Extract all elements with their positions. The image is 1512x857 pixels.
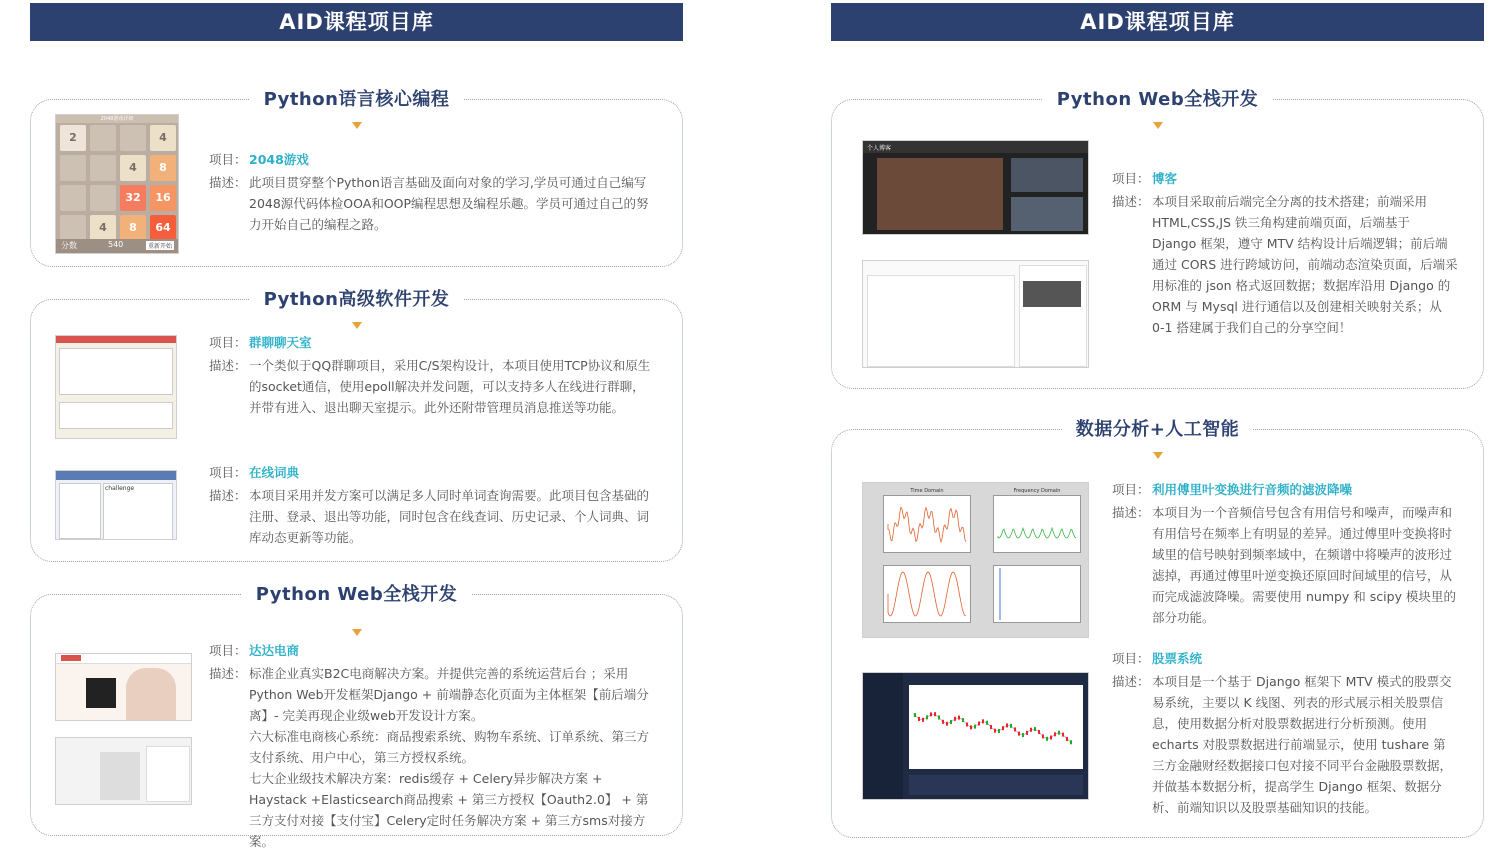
game-tile: 2	[60, 125, 86, 151]
project-desc-3: 七大企业级技术解决方案：redis缓存 + Celery异步解决方案 + Haystack +Elasticsearch商品搜索 + 第三方授权【Oauth2.0】 + 第三方支付对接【支付宝】Celery定时任务解决方案 + 第三方sms对接方案。	[249, 771, 649, 849]
ecommerce-screenshot-1	[55, 653, 192, 721]
card-title: Python Web全栈开发	[242, 584, 471, 605]
card-python-web-right	[831, 89, 1484, 389]
project-desc: 本项目采用并发方案可以满足多人同时单词查询需要。此项目包含基础的注册、登录、退出等功能，同时包含在线查词、历史记录、个人词典、词库动态更新等功能。	[249, 488, 650, 545]
game-tile	[60, 215, 86, 241]
arrow-icon	[352, 629, 362, 636]
stock-screenshot	[862, 672, 1089, 800]
signal-screenshot: Time Domain Frequency Domain	[862, 482, 1089, 638]
project-dictionary: 项目： 在线词典 描述： 本项目采用并发方案可以满足多人同时单词查询需要。此项目包含基础的注册、登录、退出等功能，同时包含在线查词、历史记录、个人词典、词库动态更新等功能。	[209, 462, 655, 548]
project-desc-1: 标准企业真实B2C电商解决方案。并提供完善的系统运营后台 ；采用Python Web开发框架Django + 前端静态化页面为主体框架【前后端分离】- 完美再现企业级web开发设计方案。	[249, 666, 649, 723]
project-ecommerce: 项目： 达达电商 描述： 标准企业真实B2C电商解决方案。并提供完善的系统运营后台 ；采用Python Web开发框架Django + 前端静态化页面为主体框架【前后端分离】- 完美再现企业级web开发设计方案。 六大标准电商核心系统：商品搜索系统、购物车系统、订单系统、第三方支付系统、用户中心，第三方授权系统。 七大企业级技术解决方案：redis缓存 + Celery异步解决方案 + Haystack +Elasticsearch商品搜索 + 第三方授权【Oauth2.0】 + 第三方支付对接【支付宝】Celery定时任务解决方案 + 第三方sms对接方案。	[209, 640, 655, 852]
time-domain-plot	[884, 496, 970, 552]
project-2048: 项目： 2048游戏 描述： 此项目贯穿整个Python语言基础及面向对象的学习,学员可通过自己编写2048源代码体检OOA和OOP编程思想及编程乐趣。学员可通过自己的努力开始自己的编程之路。	[209, 149, 655, 235]
card-data-ai	[831, 419, 1484, 838]
project-desc: 本项目为一个音频信号包含有用信号和噪声，而噪声和有用信号在频率上有明显的差异。通过傅里叶变换将时域里的信号映射到频率域中，在频谱中将噪声的波形过滤掉，再通过傅里叶逆变换还原回时间域里的信号，从而完成滤波降噪。需要使用 numpy 和 scipy 模块里的部分功能。	[1152, 505, 1456, 625]
project-name: 在线词典	[249, 465, 300, 480]
right-banner: AID课程项目库	[831, 3, 1484, 41]
project-desc: 本项目采取前后端完全分离的技术搭建；前端采用 HTML,CSS,JS 铁三角构建前端页面，后端基于 Django 框架，遵守 MTV 结构设计后端逻辑；前后端通过 CORS 进行跨域访问，前端动态渲染页面，后端采用标准的 json 格式返回数据；数据库沿用 Django 的 ORM 与 Mysql 进行通信以及创建相关映射关系；从 0-1 搭建属于我们自己的分享空间！	[1152, 194, 1458, 335]
game-tile	[60, 155, 86, 181]
project-desc: 一个类似于QQ群聊项目，采用C/S架构设计，本项目使用TCP协议和原生的socket通信，使用epoll解决并发问题，可以支持多人在线进行群聊，并带有进入、退出聊天室提示。此外还附带管理员消息推送等功能。	[249, 358, 651, 415]
game-tile: 4	[150, 125, 176, 151]
project-desc: 此项目贯穿整个Python语言基础及面向对象的学习,学员可通过自己编写2048源代码体检OOA和OOP编程思想及编程乐趣。学员可通过自己的努力开始自己的编程之路。	[249, 175, 649, 232]
project-name: 股票系统	[1152, 651, 1203, 666]
card-title: 数据分析+人工智能	[1062, 419, 1254, 440]
project-desc-2: 六大标准电商核心系统：商品搜索系统、购物车系统、订单系统、第三方支付系统、用户中心，第三方授权系统。	[249, 729, 650, 765]
filtered-time-plot	[884, 566, 970, 622]
project-stock: 项目： 股票系统 描述： 本项目是一个基于 Django 框架下 MTV 模式的股票交易系统，主要以 K 线图、列表的形式展示相关股票信息，使用数据分析对股票数据进行分析预测。使用 echarts 对股票数据进行前端显示，使用 tushare 第三方金融财经数据接口包对接不同平台金融股票数据，并做基本数据分析，提高学生 Django 框架、数据分析、前端知识以及股票基础知识的技能。	[1112, 648, 1458, 818]
project-name: 利用傅里叶变换进行音频的滤波降噪	[1152, 482, 1353, 497]
project-chatroom: 项目： 群聊聊天室 描述： 一个类似于QQ群聊项目，采用C/S架构设计，本项目使用TCP协议和原生的socket通信，使用epoll解决并发问题，可以支持多人在线进行群聊，并带有进入、退出聊天室提示。此外还附带管理员消息推送等功能。	[209, 332, 655, 418]
blog-screenshot-1: 个人博客	[862, 140, 1089, 235]
left-banner: AID课程项目库	[30, 3, 683, 41]
game-tile	[60, 185, 86, 211]
game-tile: 8	[120, 215, 146, 241]
project-name: 达达电商	[249, 643, 300, 658]
game-tile	[90, 185, 116, 211]
game-tile: 64	[150, 215, 176, 241]
ecommerce-screenshot-2	[55, 737, 192, 805]
card-title: Python Web全栈开发	[1043, 89, 1272, 110]
project-name: 博客	[1152, 171, 1178, 186]
project-blog: 项目： 博客 描述： 本项目采取前后端完全分离的技术搭建；前端采用 HTML,CSS,JS 铁三角构建前端页面，后端基于 Django 框架，遵守 MTV 结构设计后端逻辑；前后端通过 CORS 进行跨域访问，前端动态渲染页面，后端采用标准的 json 格式返回数据；数据库沿用 Django 的 ORM 与 Mysql 进行通信以及创建相关映射关系；从 0-1 搭建属于我们自己的分享空间！	[1112, 168, 1458, 338]
game-tile: 16	[150, 185, 176, 211]
game-tile	[90, 125, 116, 151]
blog-screenshot-2	[862, 260, 1089, 368]
game-2048-screenshot: 2048游戏详细 2 4 4 8 32 16 4 8 64 分数 540 重新开始	[55, 114, 179, 254]
stock-kline-chart	[909, 685, 1083, 769]
project-name: 2048游戏	[249, 152, 309, 167]
card-python-core	[30, 89, 683, 267]
dictionary-screenshot: challenge	[55, 470, 177, 540]
project-audio-filter: 项目： 利用傅里叶变换进行音频的滤波降噪 描述： 本项目为一个音频信号包含有用信号和噪声，而噪声和有用信号在频率上有明显的差异。通过傅里叶变换将时域里的信号映射到频率域中，在频谱中将噪声的波形过滤掉，再通过傅里叶逆变换还原回时间域里的信号，从而完成滤波降噪。需要使用 numpy 和 scipy 模块里的部分功能。	[1112, 479, 1458, 628]
frequency-domain-plot	[994, 496, 1080, 552]
arrow-icon	[1153, 452, 1163, 459]
project-desc: 本项目是一个基于 Django 框架下 MTV 模式的股票交易系统，主要以 K 线图、列表的形式展示相关股票信息，使用数据分析对股票数据进行分析预测。使用 echarts 对股票数据进行前端显示，使用 tushare 第三方金融财经数据接口包对接不同平台金融股票数据，并做基本数据分析，提高学生 Django 框架、数据分析、前端知识以及股票基础知识的技能。	[1152, 674, 1453, 815]
chatroom-screenshot	[55, 335, 177, 439]
card-python-advanced	[30, 289, 683, 562]
project-name: 群聊聊天室	[249, 335, 312, 350]
card-title: Python高级软件开发	[250, 289, 464, 310]
game-tile: 32	[120, 185, 146, 211]
card-title: Python语言核心编程	[250, 89, 464, 110]
arrow-icon	[352, 122, 362, 129]
game-tile: 8	[150, 155, 176, 181]
arrow-icon	[352, 322, 362, 329]
game-tile	[90, 155, 116, 181]
arrow-icon	[1153, 122, 1163, 129]
game-tile: 4	[90, 215, 116, 241]
card-python-web-left	[30, 584, 683, 849]
game-tile: 4	[120, 155, 146, 181]
game-tile	[120, 125, 146, 151]
restart-button: 重新开始	[147, 243, 172, 250]
filtered-freq-plot	[994, 566, 1080, 622]
